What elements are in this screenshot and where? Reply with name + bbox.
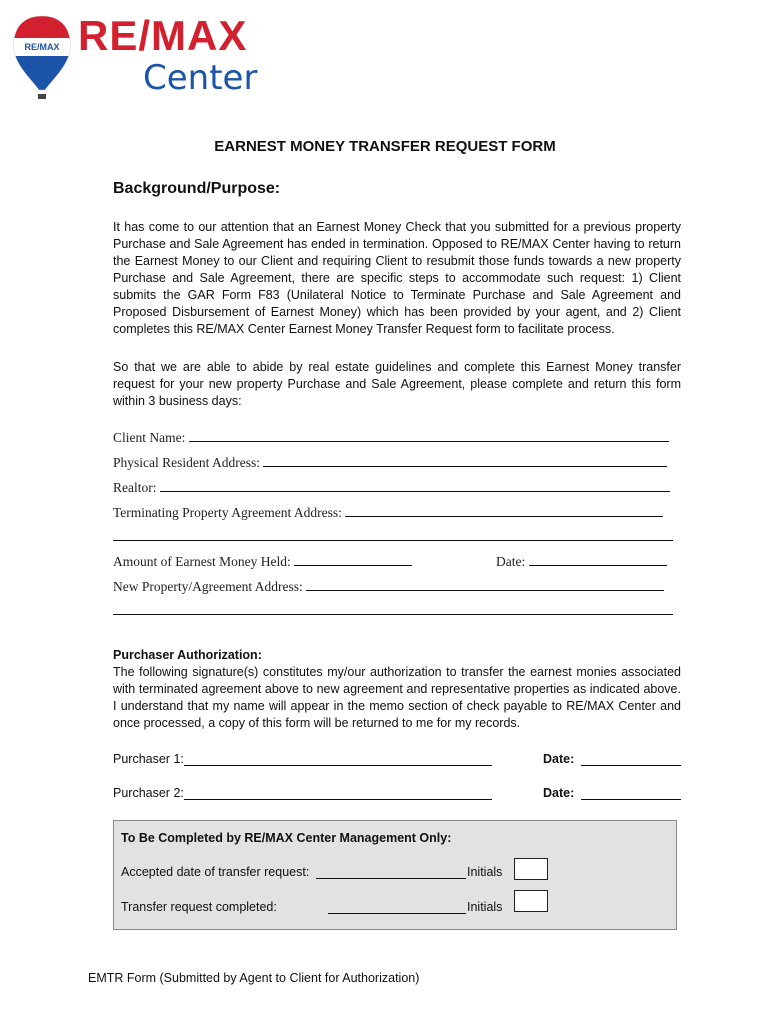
terminating-address-field[interactable] [113,504,673,521]
earnest-amount-label: Amount of Earnest Money Held: [113,554,291,569]
purchaser2-signature-line[interactable] [184,799,492,800]
client-name-label: Client Name: [113,430,186,445]
hot-air-balloon-icon [10,14,74,104]
authorization-heading: Purchaser Authorization: [113,648,262,662]
terminating-address-line[interactable] [345,504,663,517]
purchaser1-signature-line[interactable] [184,765,492,766]
new-address-line[interactable] [306,578,664,591]
authorization-paragraph: The following signature(s) constitutes my/our authorization to transfer the earnest monies associated with terminated agreement above to new agreement and representative properties as indicated above. I understand that my name will appear in the memo section of check payable to RE/MAX Center and once processed, a copy of this form will be returned to me for my records. [113,665,681,730]
client-name-line[interactable] [189,429,669,442]
balloon-text: RE/MAX [24,42,60,52]
client-name-field[interactable] [113,429,673,446]
terminating-address-label: Terminating Property Agreement Address: [113,505,342,520]
instruction-paragraph: So that we are able to abide by real estate guidelines and complete this Earnest Money transfer request for your new property Purchase and Sale Agreement, please complete and return this form within 3 business days: [113,360,681,408]
management-heading: To Be Completed by RE/MAX Center Management Only: [121,831,452,845]
physical-address-field[interactable] [113,454,673,471]
purchaser1-label: Purchaser 1: [113,752,184,766]
physical-address-line[interactable] [263,454,667,467]
purchaser2-label: Purchaser 2: [113,786,184,800]
physical-address-label: Physical Resident Address: [113,455,260,470]
terminating-address-line-2[interactable] [113,540,673,541]
new-address-line-2[interactable] [113,614,673,615]
company-logo [10,14,280,104]
completed-label: Transfer request completed: [121,900,277,914]
date-label: Date: [496,554,526,569]
completed-line[interactable] [328,913,466,914]
initials-box-2[interactable] [514,890,548,912]
initials-label-1: Initials [467,865,503,879]
management-box [113,820,677,930]
date-line[interactable] [529,553,667,566]
section-heading: Background/Purpose: [113,180,281,197]
new-address-field[interactable] [113,578,673,595]
date-field[interactable] [496,553,674,570]
accepted-date-label: Accepted date of transfer request: [121,865,310,879]
new-address-label: New Property/Agreement Address: [113,579,303,594]
purchaser2-date-line[interactable] [581,799,681,800]
purchaser2-date-label: Date: [543,786,575,800]
brand-office: Center [143,58,258,98]
purchaser1-date-label: Date: [543,752,575,766]
realtor-label: Realtor: [113,480,157,495]
accepted-date-line[interactable] [316,878,466,879]
earnest-amount-line[interactable] [294,553,412,566]
brand-name: RE/MAX [78,12,248,59]
purchaser1-date-line[interactable] [581,765,681,766]
initials-label-2: Initials [467,900,503,914]
earnest-amount-field[interactable] [113,553,423,570]
realtor-field[interactable] [113,479,673,496]
realtor-line[interactable] [160,479,670,492]
footer-note: EMTR Form (Submitted by Agent to Client for Authorization) [88,971,420,985]
purpose-paragraph: It has come to our attention that an Earnest Money Check that you submitted for a previous property Purchase and Sale Agreement has ended in termination. Opposed to RE/MAX Center having to return the Earnest Money to our Client and requiring Client to resubmit those funds towards a new property Purchase and Sale Agreement, there are specific steps to accommodate such request: 1) Client submits the GAR Form F83 (Unilateral Notice to Terminate Purchase and Sale Agreement and Proposed Disbursement of Earnest Money) which has been provided by your agent, and 2) Client completes this RE/MAX Center Earnest Money Transfer Request form to facilitate process. [113,220,681,336]
initials-box-1[interactable] [514,858,548,880]
form-title: EARNEST MONEY TRANSFER REQUEST FORM [214,138,556,155]
